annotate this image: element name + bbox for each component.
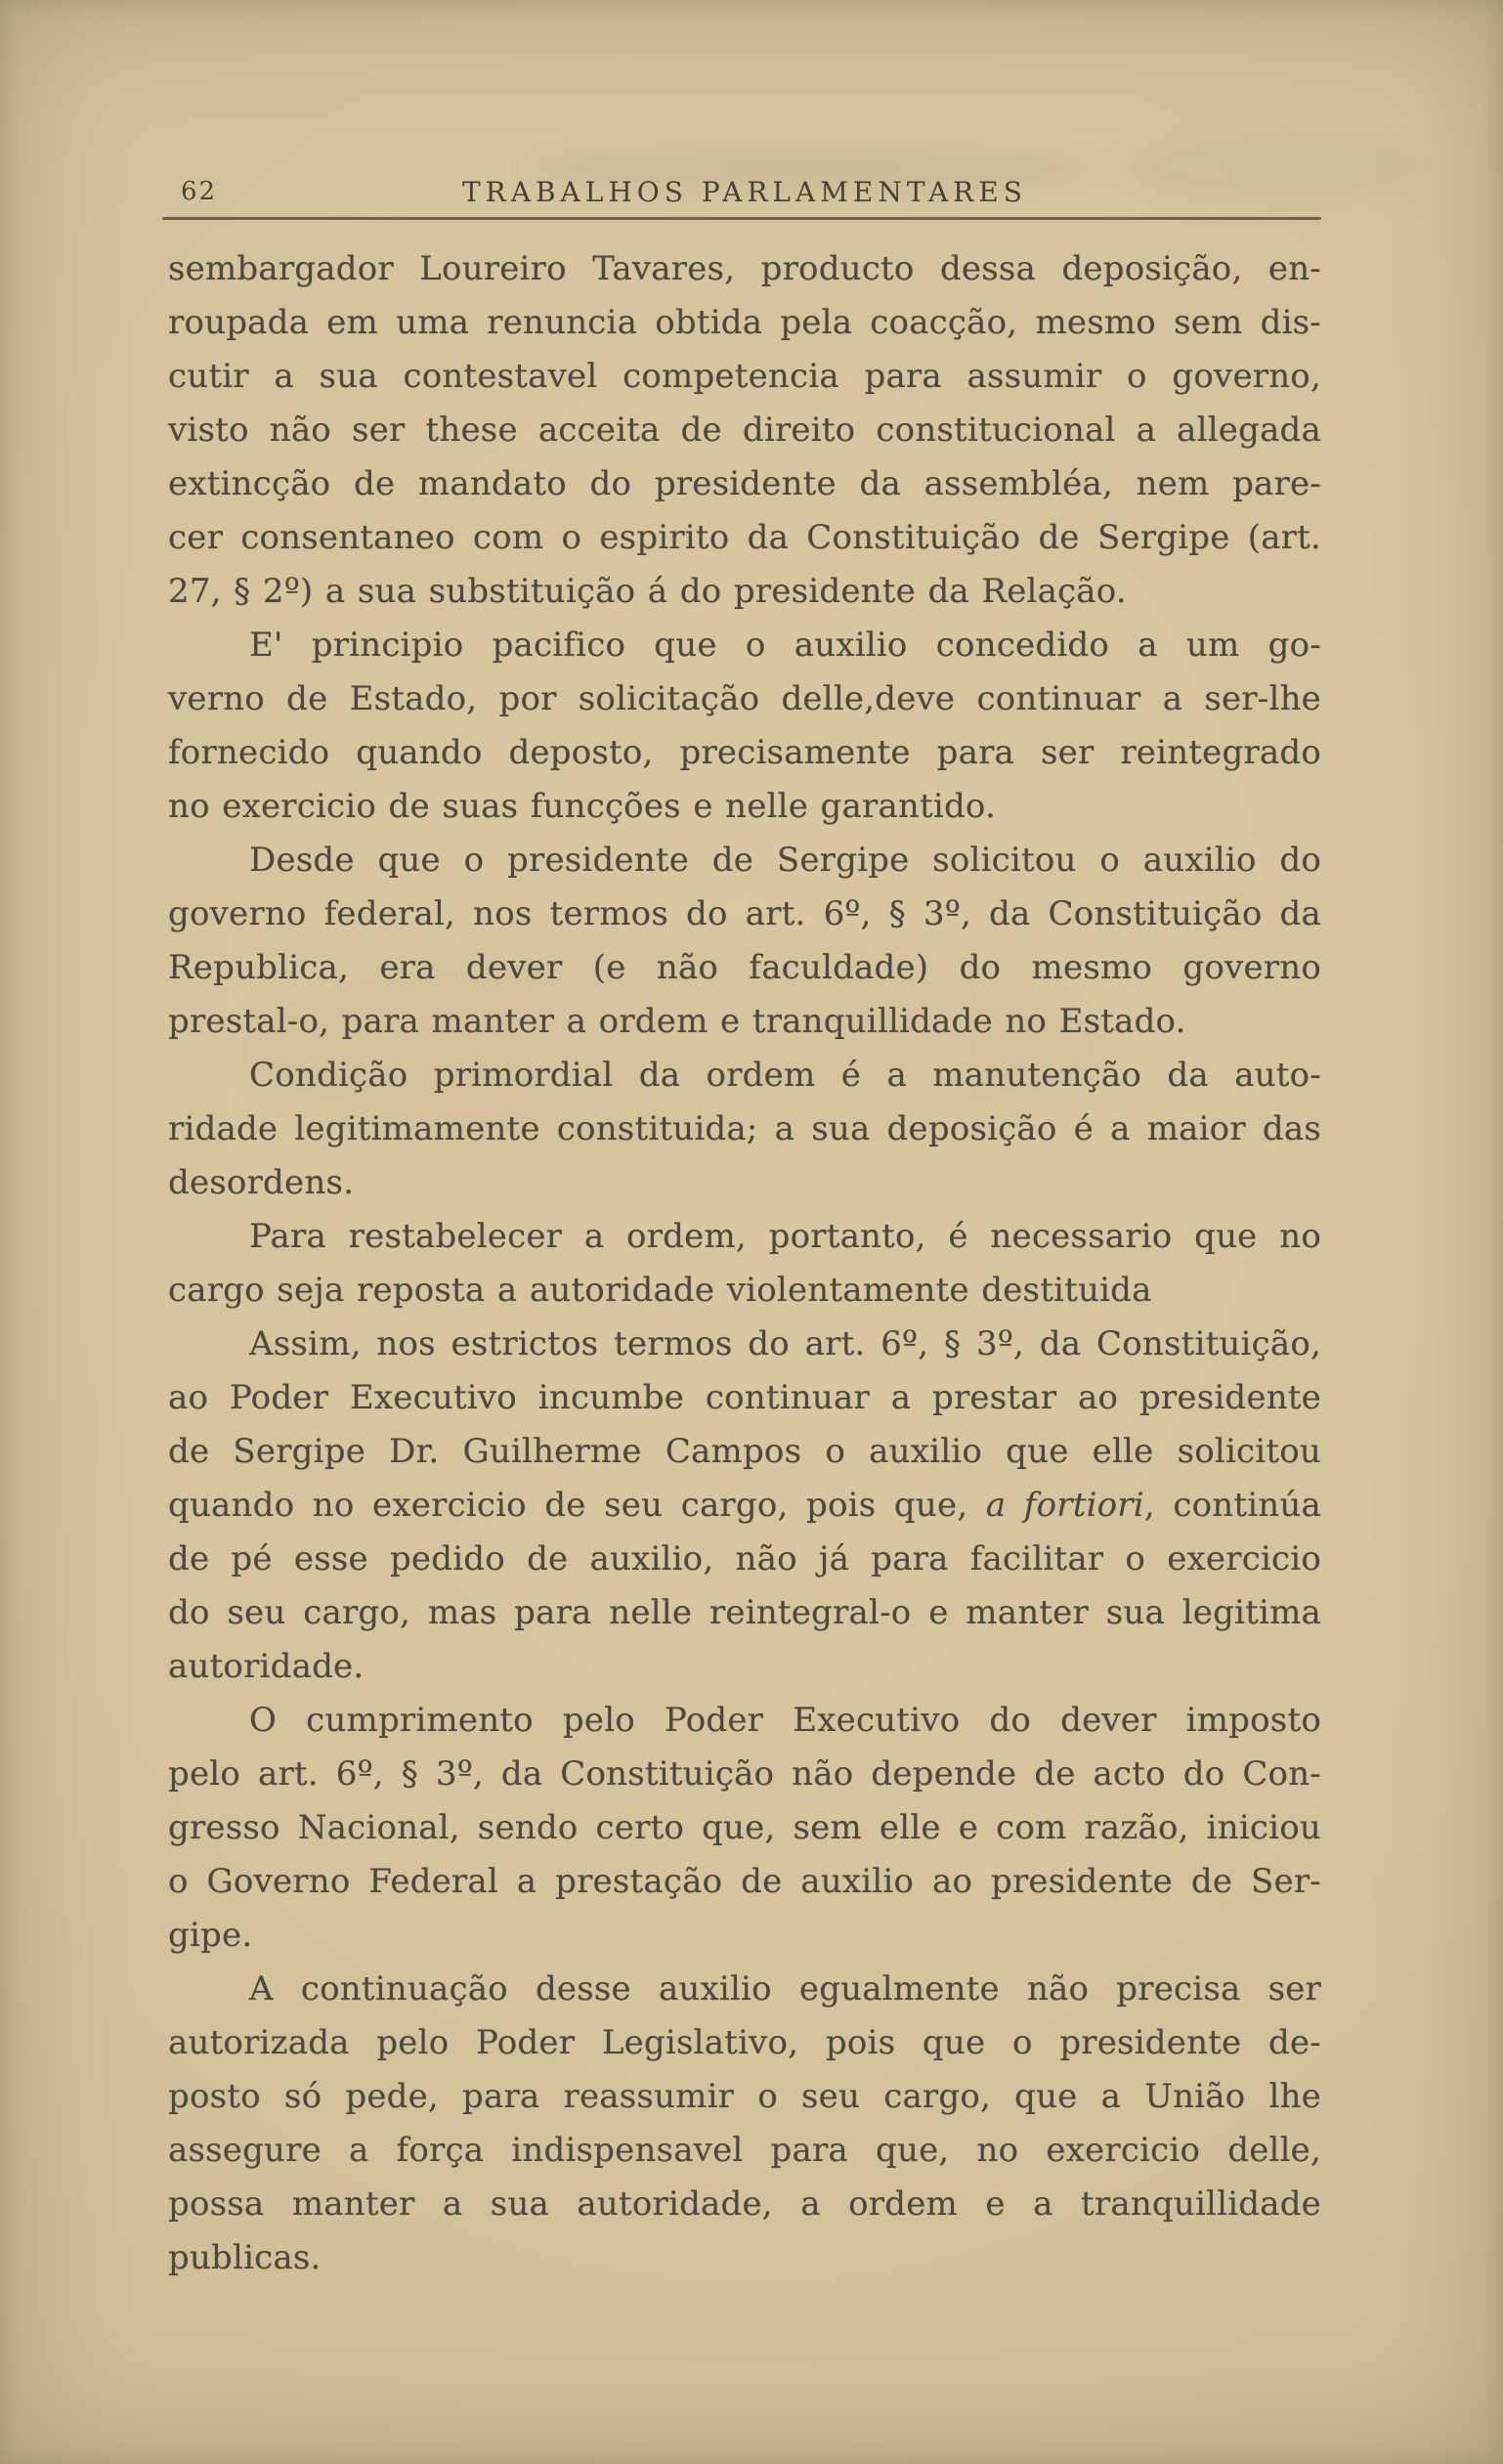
text-line: Condição primordial da ordem é a manutenção da auto-	[249, 1056, 1321, 1095]
text-line: Desde que o presidente de Sergipe solicitou o auxilio do	[249, 841, 1321, 880]
text-line: assegure a força indispensavel para que, no exercicio delle,	[168, 2131, 1321, 2170]
header-rule-divider	[162, 217, 1321, 220]
text-line: ao Poder Executivo incumbe continuar a prestar ao presidente	[168, 1378, 1321, 1417]
page-number: 62	[181, 177, 218, 206]
paragraph	[168, 1694, 1321, 1963]
paper-stain	[1124, 127, 1417, 205]
text-line: de pé esse pedido de auxilio, não já para facilitar o exercicio	[168, 1539, 1321, 1578]
paragraph	[168, 834, 1321, 1049]
text-line: verno de Estado, por solicitação delle,deve continuar a ser-lhe	[168, 679, 1321, 718]
text-line: autorizada pelo Poder Legislativo, pois que o presidente de-	[168, 2023, 1321, 2062]
text-line: prestal-o, para manter a ordem e tranquillidade no Estado.	[168, 1002, 1186, 1041]
text-line: do seu cargo, mas para nelle reintegral-o e manter sua legitima	[168, 1593, 1321, 1632]
text-line: desordens.	[168, 1163, 355, 1202]
text-line: gipe.	[168, 1916, 253, 1955]
text-line: sembargador Loureiro Tavares, producto dessa deposição, en-	[168, 249, 1321, 288]
text-line: E' principio pacifico que o auxilio concedido a um go-	[249, 626, 1321, 665]
text-line: autoridade.	[168, 1647, 365, 1686]
text-line: Para restabelecer a ordem, portanto, é necessario que no	[249, 1217, 1321, 1256]
text-line: posto só pede, para reassumir o seu cargo, que a União lhe	[168, 2077, 1321, 2116]
paragraph	[168, 1963, 1321, 2285]
text-line: de Sergipe Dr. Guilherme Campos o auxilio que elle solicitou	[168, 1432, 1321, 1471]
paragraph	[168, 1318, 1321, 1694]
text-line: o Governo Federal a prestação de auxilio ao presidente de Ser-	[168, 1862, 1321, 1901]
text-line: A continuação desse auxilio egualmente não precisa ser	[249, 1969, 1321, 2009]
text-line: O cumprimento pelo Poder Executivo do dever imposto	[249, 1701, 1321, 1740]
paragraph	[168, 619, 1321, 834]
text-line: no exercicio de suas funcções e nelle garantido.	[168, 787, 996, 826]
text-line: 27, § 2º) a sua substituição á do presidente da Relação.	[168, 572, 1127, 611]
text-line: cargo seja reposta a autoridade violentamente destituida	[168, 1271, 1152, 1310]
text-line: governo federal, nos termos do art. 6º, § 3º, da Constituição da	[168, 894, 1321, 933]
text-line: visto não ser these acceita de direito constitucional a allegada	[168, 411, 1321, 450]
text-line: cer consentaneo com o espirito da Constituição de Sergipe (art.	[168, 518, 1321, 557]
text-line: roupada em uma renuncia obtida pela coacção, mesmo sem dis-	[168, 303, 1321, 342]
paragraph	[168, 242, 1321, 619]
text-line: publicas.	[168, 2238, 322, 2277]
text-line: pelo art. 6º, § 3º, da Constituição não depende de acto do Con-	[168, 1754, 1321, 1794]
text-line: ridade legitimamente constituida; a sua deposição é a maior das	[168, 1109, 1321, 1148]
text-line: Republica, era dever (e não faculdade) do mesmo governo	[168, 948, 1321, 987]
text-block	[168, 242, 1321, 2285]
text-line: quando no exercicio de seu cargo, pois que, a fortiori, continúa	[168, 1486, 1321, 1525]
text-line: fornecido quando deposto, precisamente para ser reintegrado	[168, 733, 1321, 772]
text-line: gresso Nacional, sendo certo que, sem elle e com razão, iniciou	[168, 1808, 1321, 1847]
text-line: possa manter a sua autoridade, a ordem e a tranquillidade	[168, 2184, 1321, 2224]
paragraph	[168, 1210, 1321, 1318]
paragraph	[168, 1049, 1321, 1210]
text-line: cutir a sua contestavel competencia para assumir o governo,	[168, 357, 1321, 396]
running-title: TRABALHOS PARLAMENTARES	[462, 176, 1027, 208]
text-line: Assim, nos estrictos termos do art. 6º, § 3º, da Constituição,	[249, 1324, 1321, 1363]
text-line: extincção de mandato do presidente da assembléa, nem pare-	[168, 464, 1321, 503]
